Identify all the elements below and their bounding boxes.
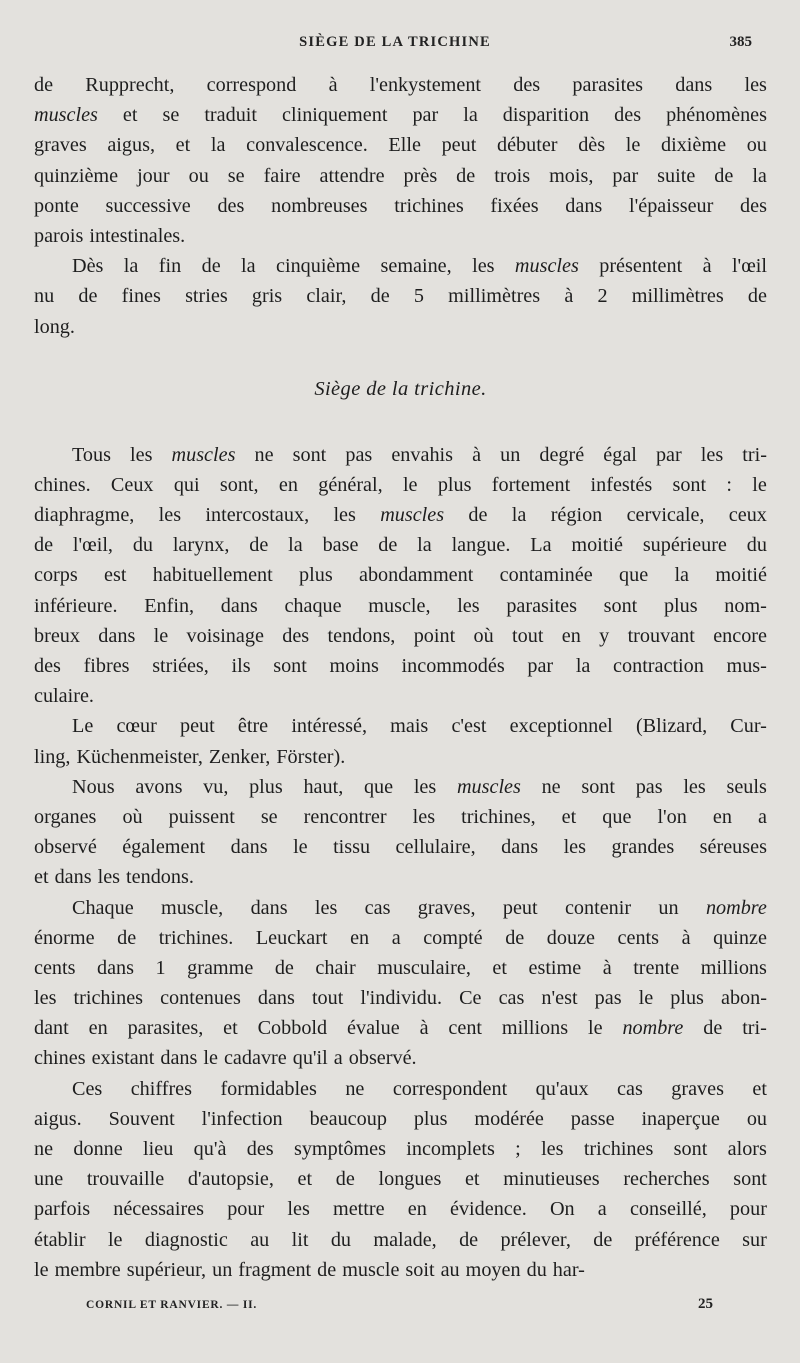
text-line: établir le diagnostic au lit du malade, de prélever, de préférence sur — [34, 1228, 767, 1251]
footer-signature-number: 25 — [698, 1296, 713, 1312]
text-line: aigus. Souvent l'infection beaucoup plus modérée passe inaperçue ou — [34, 1107, 767, 1130]
text-line: muscles et se traduit cliniquement par la disparition des phénomènes — [34, 104, 767, 127]
paragraph — [34, 772, 767, 893]
text-line: graves aigus, et la convalescence. Elle peut débuter dès le dixième ou — [34, 134, 767, 157]
text-line: les trichines contenues dans tout l'individu. Ce cas n'est pas le plus abon- — [34, 987, 767, 1010]
text-line: Le cœur peut être intéressé, mais c'est exceptionnel (Blizard, Cur- — [72, 715, 767, 738]
text-line: Ces chiffres formidables ne correspondent qu'aux cas graves et — [72, 1077, 767, 1100]
text-line: cents dans 1 gramme de chair musculaire, et estime à trente millions — [34, 956, 767, 979]
text-line: parois intestinales. — [34, 224, 186, 247]
text-line: parfois nécessaires pour les mettre en évidence. On a conseillé, pour — [34, 1198, 767, 1221]
running-title: SIÈGE DE LA TRICHINE — [299, 34, 491, 50]
text-line: diaphragme, les intercostaux, les muscles de la région cervicale, ceux — [34, 504, 767, 527]
text-line: le membre supérieur, un fragment de muscle soit au moyen du har- — [34, 1258, 585, 1281]
text-line: breux dans le voisinage des tendons, point où tout en y trouvant encore — [34, 624, 767, 647]
paragraph — [34, 70, 767, 251]
text-line: quinzième jour ou se faire attendre près de trois mois, par suite de la — [34, 164, 767, 187]
text-line: chines. Ceux qui sont, en général, le plus fortement infestés sont : le — [34, 473, 767, 496]
text-line: organes où puissent se rencontrer les trichines, et que l'on en a — [34, 805, 767, 828]
body-text — [34, 70, 767, 1285]
running-head — [0, 34, 800, 58]
text-line: corps est habituellement plus abondamment contaminée que la moitié — [34, 564, 767, 587]
text-line: et dans les tendons. — [34, 866, 194, 889]
text-line: ponte successive des nombreuses trichines fixées dans l'épaisseur des — [34, 194, 767, 217]
text-line: long. — [34, 315, 75, 338]
text-line: Tous les muscles ne sont pas envahis à un degré égal par les tri- — [72, 443, 767, 466]
text-line: nu de fines stries gris clair, de 5 millimètres à 2 millimètres de — [34, 285, 767, 308]
paragraph — [34, 893, 767, 1074]
paragraph — [34, 1074, 767, 1285]
text-line: une trouvaille d'autopsie, et de longues et minutieuses recherches sont — [34, 1168, 767, 1191]
page-number: 385 — [729, 34, 752, 50]
paragraph — [34, 440, 767, 712]
text-line: des fibres striées, ils sont moins incommodés par la contraction mus- — [34, 655, 767, 677]
text-line: Dès la fin de la cinquième semaine, les muscles présentent à l'œil — [72, 255, 767, 278]
text-line: inférieure. Enfin, dans chaque muscle, les parasites sont plus nom- — [34, 594, 767, 617]
text-line: énorme de trichines. Leuckart en a compté de douze cents à quinze — [34, 926, 767, 949]
text-line: de l'œil, du larynx, de la base de la langue. La moitié supérieure du — [34, 534, 767, 557]
text-line: dant en parasites, et Cobbold évalue à cent millions le nombre de tri- — [34, 1017, 767, 1040]
footer-signature: CORNIL ET RANVIER. — II. — [86, 1299, 258, 1311]
text-line: Chaque muscle, dans les cas graves, peut contenir un nombre — [72, 896, 767, 919]
text-line: Nous avons vu, plus haut, que les muscles ne sont pas les seuls — [72, 775, 767, 798]
text-line: culaire. — [34, 685, 94, 708]
section-heading: Siège de la trichine. — [314, 377, 487, 400]
text-line: chines existant dans le cadavre qu'il a observé. — [34, 1047, 417, 1070]
text-line: observé également dans le tissu cellulaire, dans les grandes séreuses — [34, 836, 767, 859]
text-line: de Rupprecht, correspond à l'enkystement des parasites dans les — [34, 74, 767, 96]
text-line: ling, Küchenmeister, Zenker, Förster). — [34, 745, 346, 768]
paragraph — [34, 711, 767, 771]
paragraph — [34, 251, 767, 342]
text-line: ne donne lieu qu'à des symptômes incomplets ; les trichines sont alors — [34, 1138, 767, 1160]
